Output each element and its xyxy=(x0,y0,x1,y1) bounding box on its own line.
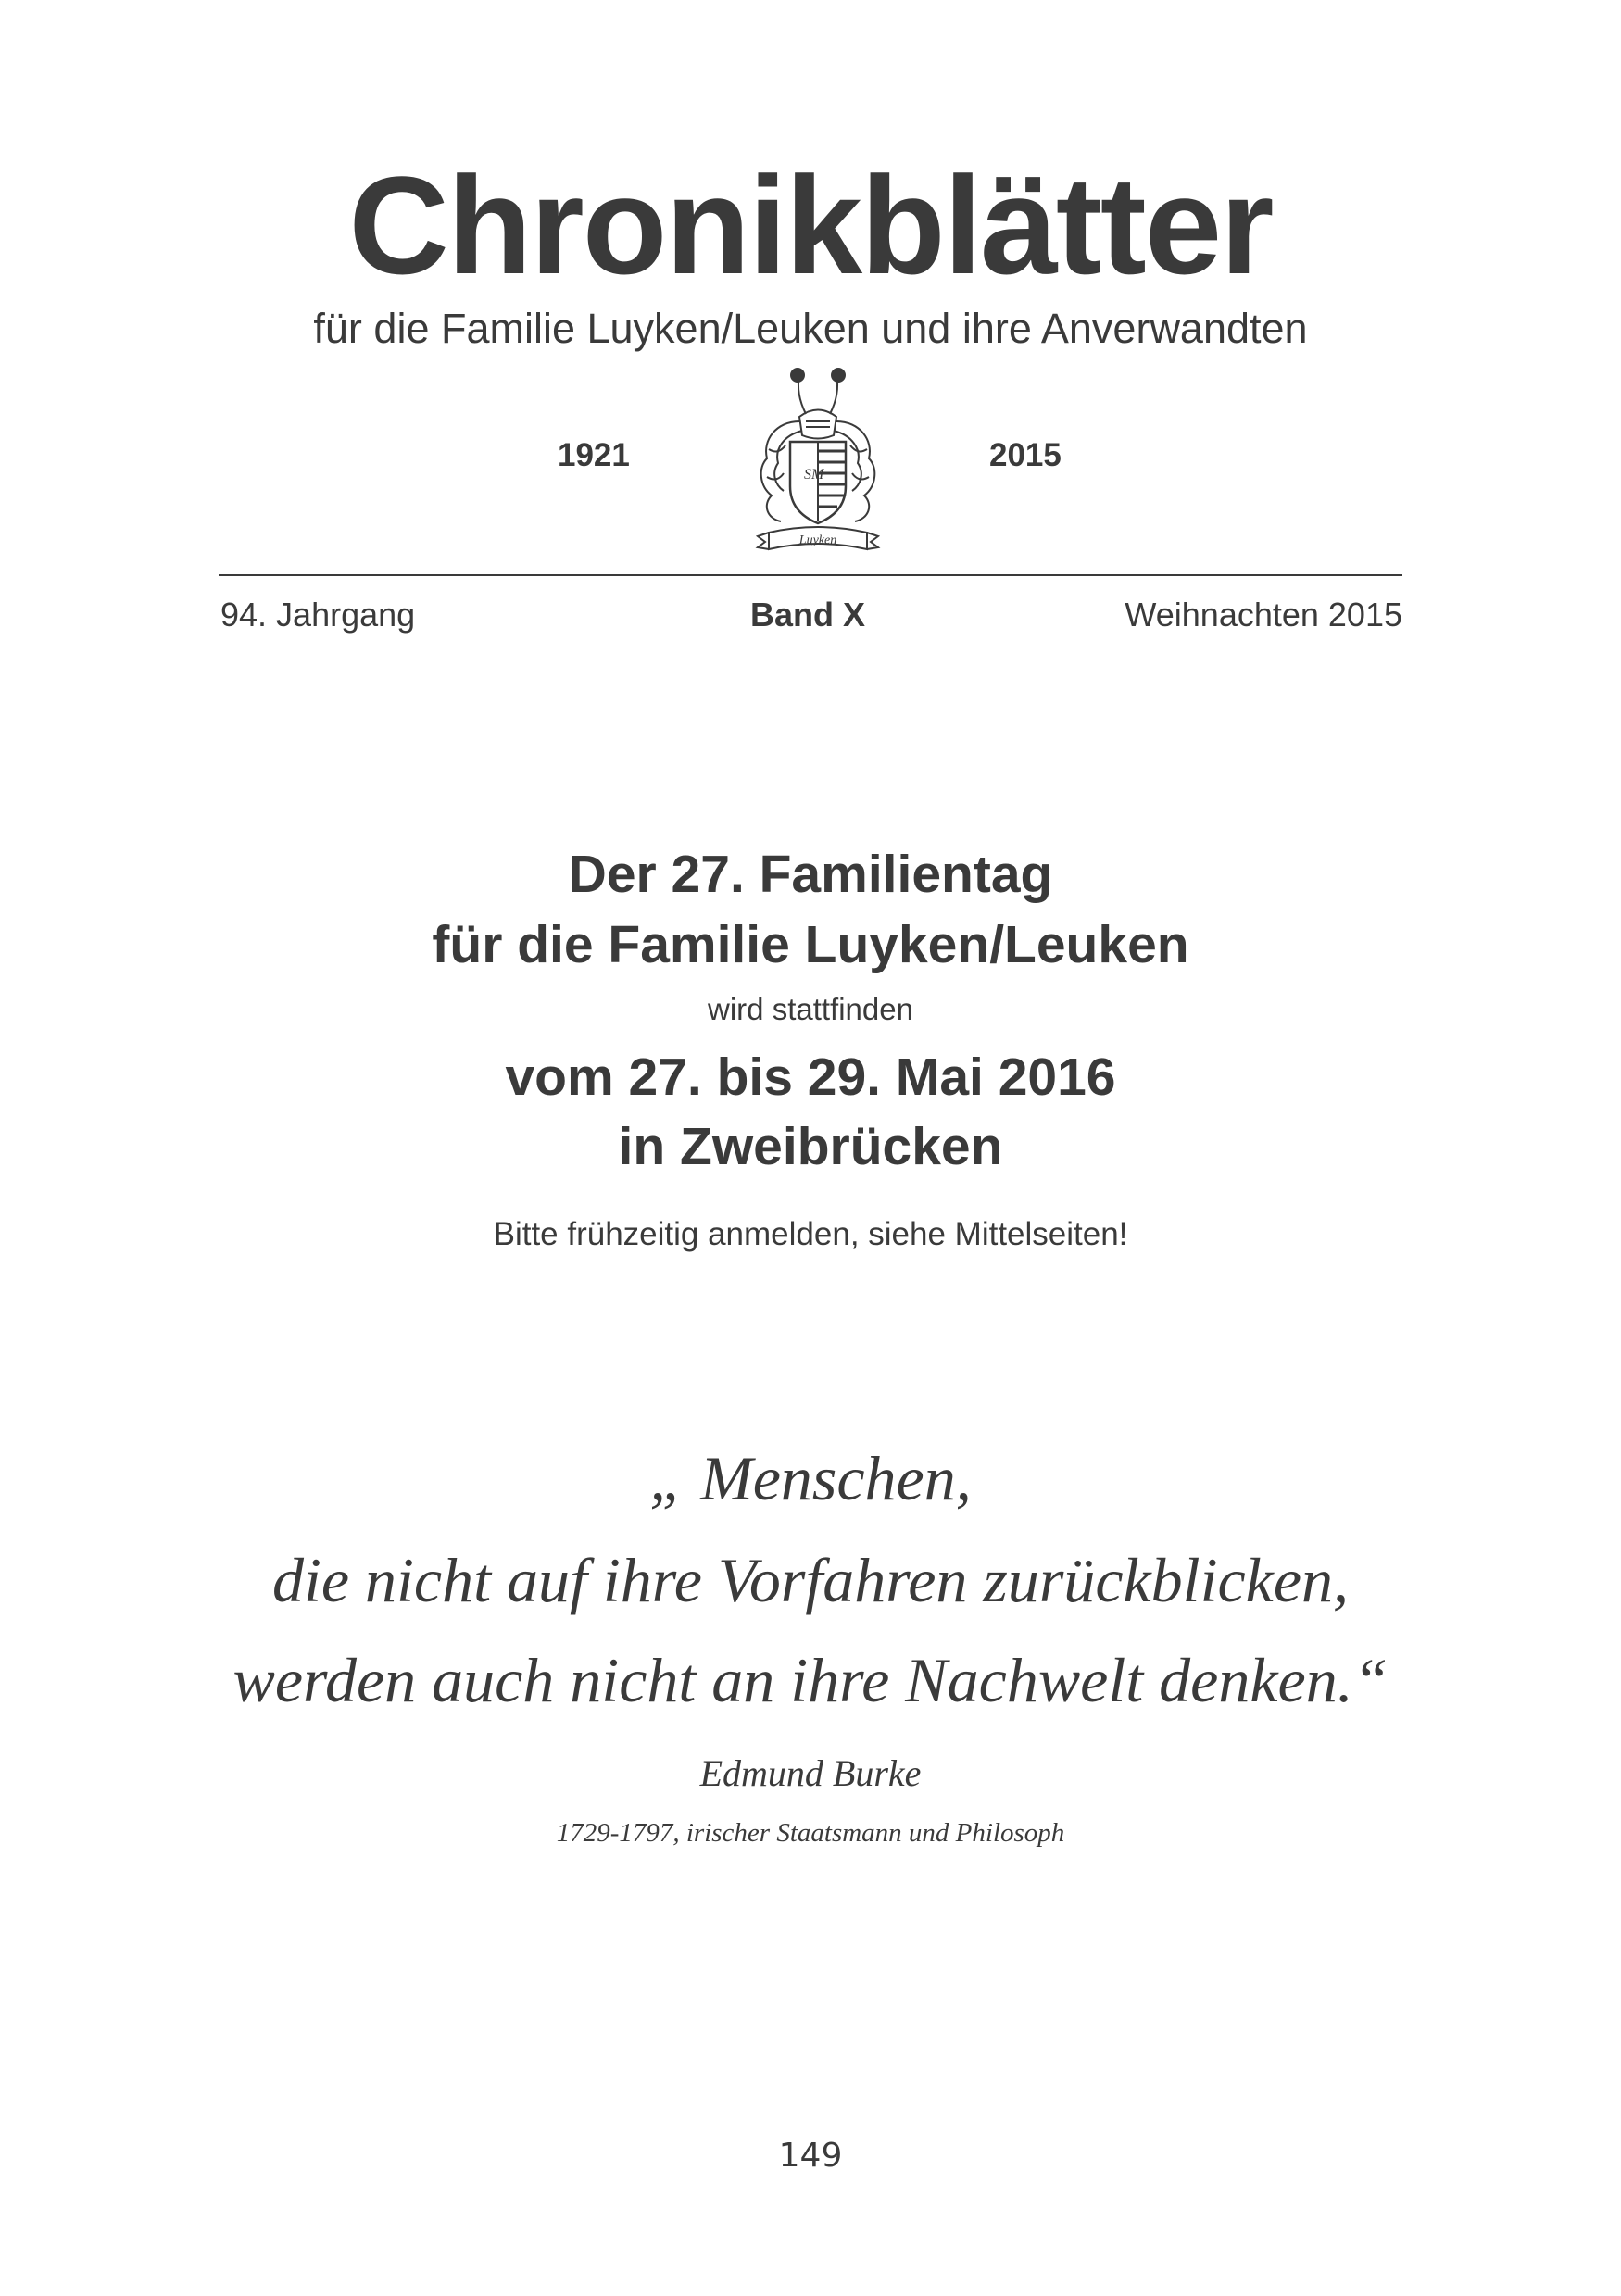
volume-year: 94. Jahrgang xyxy=(220,596,416,634)
announcement-heading-1: Der 27. Familientag xyxy=(568,845,1053,904)
announcement-date: vom 27. bis 29. Mai 2016 xyxy=(505,1048,1116,1107)
quote-line-1: „ Menschen, xyxy=(649,1443,972,1513)
announcement-location: in Zweibrücken xyxy=(618,1117,1003,1176)
quote-author: Edmund Burke xyxy=(699,1752,922,1794)
year-start: 1921 xyxy=(558,437,630,473)
edition-label: Weihnachten 2015 xyxy=(1125,596,1402,634)
volume-band: Band X xyxy=(750,596,866,634)
year-end: 2015 xyxy=(989,437,1062,473)
registration-note: Bitte frühzeitig anmelden, siehe Mittelseiten! xyxy=(493,1216,1128,1252)
publication-title: Chronikblätter xyxy=(348,147,1273,303)
publication-subtitle: für die Familie Luyken/Leuken und ihre Anverwandten xyxy=(313,305,1308,352)
quote-line-2: die nicht auf ihre Vorfahren zurückblicken, xyxy=(271,1545,1350,1615)
crest-banner-text: Luyken xyxy=(798,533,837,547)
crest-initials: SM xyxy=(804,467,824,483)
page-number: 149 xyxy=(778,2137,843,2175)
header-divider xyxy=(219,574,1402,576)
quote-line-3: werden auch nicht an ihre Nachwelt denken.“ xyxy=(232,1645,1389,1715)
family-crest-icon xyxy=(748,366,887,560)
announcement-subline: wird stattfinden xyxy=(708,992,913,1026)
quote-author-description: 1729-1797, irischer Staatsmann und Philosoph xyxy=(556,1818,1065,1848)
announcement-heading-2: für die Familie Luyken/Leuken xyxy=(432,915,1189,974)
